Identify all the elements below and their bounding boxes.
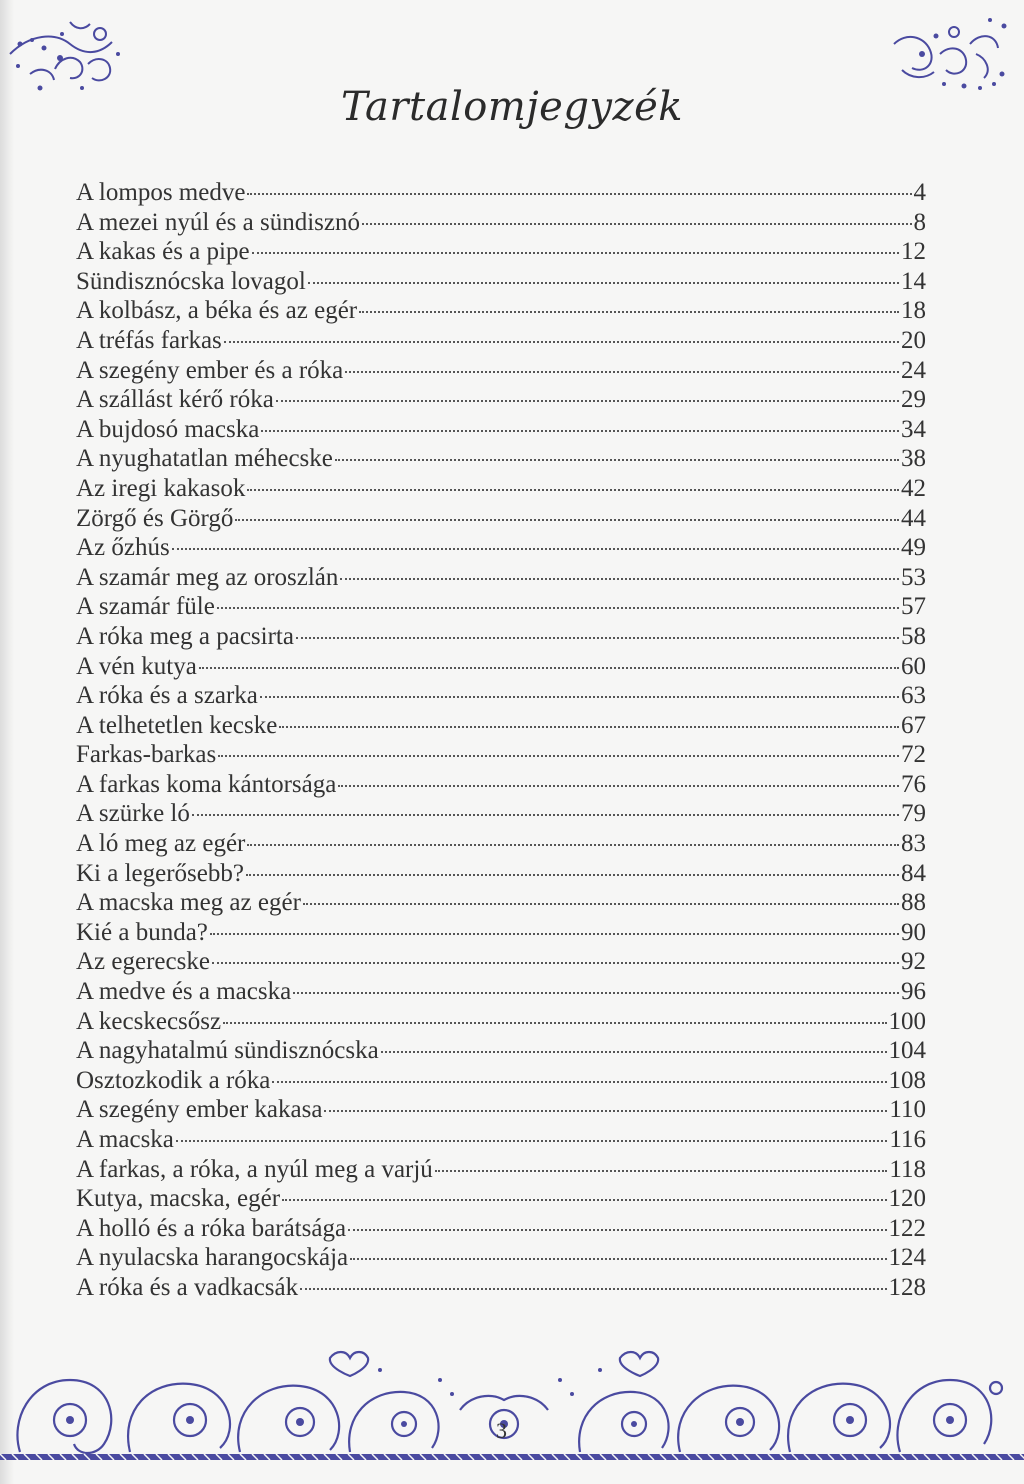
toc-leader-dots [210, 933, 899, 935]
toc-leader-dots [279, 726, 899, 728]
toc-leader-dots [308, 282, 899, 284]
toc-entry-page: 79 [901, 800, 926, 828]
toc-entry-page: 96 [901, 978, 926, 1006]
toc-leader-dots [260, 696, 899, 698]
toc-entry-page: 60 [901, 652, 926, 680]
toc-entry-page: 8 [913, 208, 926, 236]
toc-entry-page: 38 [901, 445, 926, 473]
toc-entry-page: 12 [901, 238, 926, 266]
toc-leader-dots [247, 844, 899, 846]
toc-entry-title: A szegény ember kakasa [76, 1096, 323, 1124]
toc-leader-dots [261, 430, 899, 432]
toc-entry [76, 474, 926, 504]
toc-entry-title: Osztozkodik a róka [76, 1066, 271, 1094]
toc-entry [76, 385, 926, 415]
page-gutter-shadow [0, 0, 14, 1484]
toc-entry-page: 76 [901, 770, 926, 798]
toc-entry-title: A kolbász, a béka és az egér [76, 297, 358, 325]
toc-entry-title: A mezei nyúl és a sündisznó [76, 208, 360, 236]
toc-entry [76, 681, 926, 711]
bottom-floral-border-icon [0, 1340, 1024, 1474]
toc-leader-dots [276, 400, 899, 402]
toc-leader-dots [338, 785, 899, 787]
toc-entry-title: A tréfás farkas [76, 326, 222, 354]
toc-entry [76, 1007, 926, 1037]
toc-leader-dots [172, 548, 899, 550]
toc-leader-dots [223, 1022, 886, 1024]
toc-leader-dots [235, 519, 899, 521]
toc-entry-title: A macska meg az egér [76, 889, 301, 917]
toc-entry [76, 1214, 926, 1244]
toc-entry [76, 977, 926, 1007]
toc-entry-page: 18 [901, 297, 926, 325]
toc-entry [76, 947, 926, 977]
toc-entry-page: 120 [888, 1185, 926, 1213]
toc-entry-title: A szegény ember és a róka [76, 356, 344, 384]
toc-entry [76, 799, 926, 829]
toc-leader-dots [247, 193, 911, 195]
toc-leader-dots [282, 1199, 886, 1201]
toc-entry-title: A telhetetlen kecske [76, 711, 278, 739]
toc-leader-dots [381, 1051, 887, 1053]
toc-leader-dots [176, 1140, 888, 1142]
toc-leader-dots [217, 607, 899, 609]
toc-entry-title: A ló meg az egér [76, 830, 246, 858]
toc-entry [76, 1184, 926, 1214]
toc-entry-title: A macska [76, 1126, 174, 1153]
toc-entry-title: Az egerecske [76, 948, 210, 976]
toc-leader-dots [345, 371, 899, 373]
toc-entry [76, 178, 926, 208]
toc-leader-dots [199, 667, 899, 669]
toc-entry [76, 711, 926, 741]
toc-entry-title: A szürke ló [76, 800, 190, 828]
toc-entry-title: A róka és a szarka [76, 682, 258, 710]
toc-entry-page: 63 [901, 682, 926, 710]
toc-entry-page: 92 [901, 948, 926, 976]
toc-entry-page: 128 [888, 1273, 926, 1301]
toc-entry-page: 108 [888, 1066, 926, 1094]
toc-entry [76, 859, 926, 889]
toc-leader-dots [300, 1288, 886, 1290]
toc-leader-dots [224, 341, 899, 343]
toc-leader-dots [252, 252, 899, 254]
toc-entry-page: 118 [889, 1155, 926, 1183]
toc-entry [76, 1155, 926, 1185]
toc-entry-title: A nyulacska harangocskája [76, 1244, 349, 1272]
toc-entry-title: A nagyhatalmú sündisznócska [76, 1037, 379, 1065]
toc-entry-title: A szamár füle [76, 593, 215, 621]
toc-leader-dots [359, 311, 899, 313]
toc-entry [76, 208, 926, 238]
toc-entry-page: 110 [889, 1096, 926, 1124]
toc-entry-page: 67 [901, 711, 926, 739]
toc-entry [76, 740, 926, 770]
toc-entry-page: 44 [901, 504, 926, 532]
toc-entry-page: 58 [901, 622, 926, 650]
toc-leader-dots [247, 489, 899, 491]
toc-entry [76, 1125, 926, 1155]
toc-entry-title: A lompos medve [76, 179, 246, 206]
toc-entry-title: Sündisznócska lovagol [76, 267, 306, 295]
toc-entry-page: 14 [901, 267, 926, 295]
toc-entry-page: 57 [901, 593, 926, 621]
toc-entry [76, 533, 926, 563]
toc-entry-page: 100 [888, 1007, 926, 1035]
toc-entry-page: 104 [888, 1037, 926, 1065]
toc-entry-title: Ki a legerősebb? [76, 859, 244, 887]
toc-entry [76, 918, 926, 948]
toc-entry-title: A róka meg a pacsirta [76, 622, 294, 650]
toc-entry-title: Zörgő és Görgő [76, 504, 234, 532]
toc-entry [76, 622, 926, 652]
toc-leader-dots [293, 992, 899, 994]
toc-entry [76, 1036, 926, 1066]
toc-leader-dots [324, 1110, 887, 1112]
toc-entry [76, 296, 926, 326]
toc-leader-dots [296, 637, 899, 639]
toc-entry-title: Az őzhús [76, 534, 170, 562]
toc-entry-title: Kié a bunda? [76, 918, 208, 946]
toc-entry-title: A farkas, a róka, a nyúl meg a varjú [76, 1155, 433, 1183]
toc-leader-dots [212, 962, 899, 964]
page-number: 3 [496, 1418, 507, 1443]
toc-entry [76, 1273, 926, 1303]
page-title: Tartalomjegyzék [340, 84, 684, 130]
toc-entry-title: A nyughatatlan méhecske [76, 445, 333, 473]
toc-entry [76, 267, 926, 297]
toc-entry-title: Kutya, macska, egér [76, 1185, 281, 1213]
toc-entry [76, 1066, 926, 1096]
toc-entry-title: A kakas és a pipe [76, 238, 250, 266]
toc-leader-dots [303, 903, 899, 905]
toc-leader-dots [350, 1258, 886, 1260]
toc-entry-title: A bujdosó macska [76, 415, 260, 443]
table-of-contents [76, 178, 926, 1303]
toc-entry-page: 88 [901, 889, 926, 917]
toc-entry-title: A szállást kérő róka [76, 386, 274, 414]
toc-leader-dots [246, 874, 899, 876]
toc-entry-page: 53 [901, 563, 926, 591]
toc-entry-page: 122 [888, 1214, 926, 1242]
toc-entry-title: A medve és a macska [76, 978, 292, 1006]
toc-entry-page: 34 [901, 415, 926, 443]
toc-leader-dots [218, 755, 899, 757]
toc-entry-page: 24 [901, 356, 926, 384]
toc-entry-page: 20 [901, 326, 926, 354]
toc-entry [76, 888, 926, 918]
toc-leader-dots [192, 814, 899, 816]
toc-entry-title: Az iregi kakasok [76, 474, 246, 502]
toc-entry-page: 90 [901, 918, 926, 946]
toc-entry [76, 592, 926, 622]
toc-entry-page: 72 [901, 741, 926, 769]
toc-entry [76, 415, 926, 445]
toc-leader-dots [340, 578, 899, 580]
toc-leader-dots [348, 1229, 886, 1231]
toc-entry-page: 116 [889, 1126, 926, 1153]
toc-entry-page: 29 [901, 386, 926, 414]
toc-entry-page: 83 [901, 830, 926, 858]
toc-entry [76, 829, 926, 859]
toc-entry [76, 1243, 926, 1273]
toc-entry-page: 49 [901, 534, 926, 562]
toc-entry-page: 84 [901, 859, 926, 887]
toc-entry [76, 652, 926, 682]
toc-entry [76, 237, 926, 267]
toc-entry [76, 1095, 926, 1125]
toc-entry-page: 42 [901, 474, 926, 502]
toc-entry-title: A farkas koma kántorsága [76, 770, 337, 798]
toc-leader-dots [272, 1081, 886, 1083]
toc-entry [76, 770, 926, 800]
toc-entry-page: 4 [913, 179, 926, 206]
toc-entry-title: A róka és a vadkacsák [76, 1273, 299, 1301]
toc-entry [76, 444, 926, 474]
toc-entry-page: 124 [888, 1244, 926, 1272]
toc-entry-title: A kecskecsősz [76, 1007, 222, 1035]
toc-leader-dots [362, 223, 912, 225]
toc-leader-dots [435, 1170, 888, 1172]
toc-entry-title: Farkas-barkas [76, 741, 217, 769]
toc-entry-title: A vén kutya [76, 652, 197, 680]
toc-entry-title: A holló és a róka barátsága [76, 1214, 347, 1242]
toc-entry [76, 356, 926, 386]
toc-entry [76, 563, 926, 593]
toc-entry-title: A szamár meg az oroszlán [76, 563, 339, 591]
toc-leader-dots [335, 459, 899, 461]
toc-entry [76, 504, 926, 534]
toc-entry [76, 326, 926, 356]
